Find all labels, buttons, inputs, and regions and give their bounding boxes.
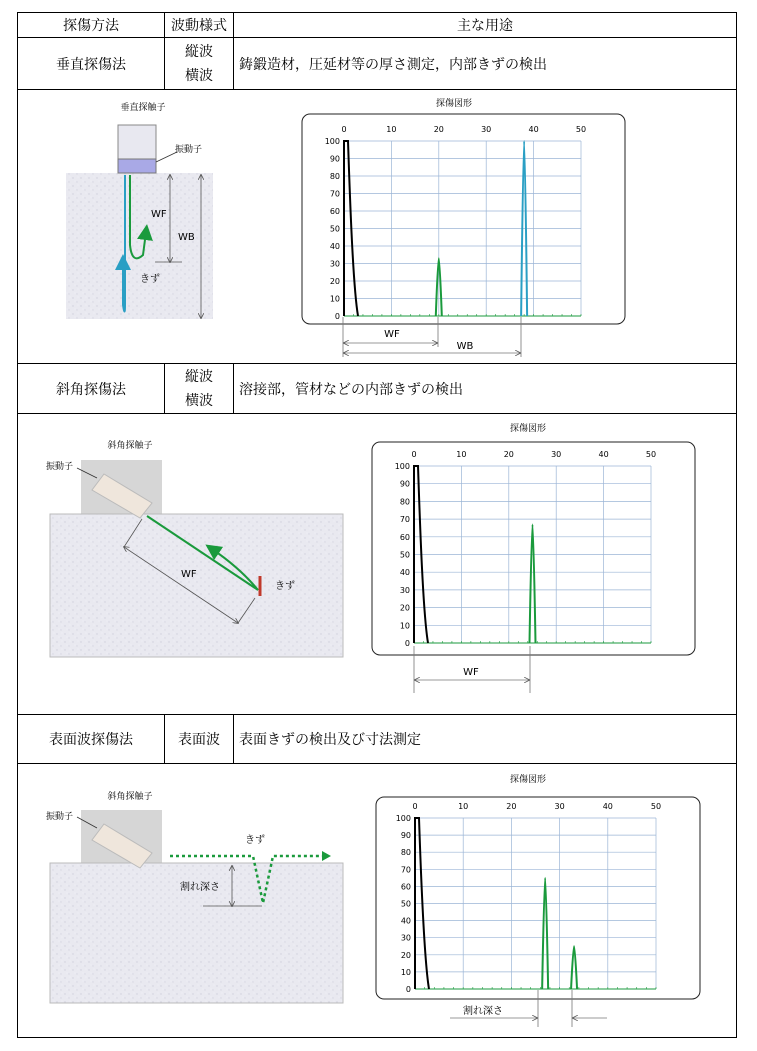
y-tick-label: 50 [399,550,410,560]
y-tick-label: 0 [405,985,411,994]
method-surface: 表面波探傷法 [49,732,133,748]
x-tick-label: 40 [598,450,609,459]
wave-mode: 横波 [185,392,213,409]
y-tick-label: 100 [395,814,411,823]
y-tick-label: 50 [400,899,411,909]
y-tick-label: 80 [399,497,410,507]
wave-arrow [322,851,331,861]
x-tick-label: 40 [602,802,613,811]
x-tick-label: 10 [386,125,397,134]
element-label: 振動子 [46,462,74,472]
x-tick-label: 20 [503,450,514,459]
wf-label: WF [151,209,167,220]
wf-label: WF [181,569,197,580]
usage-vertical: 鋳鍛造材，圧延材等の厚さ測定，内部きずの検出 [239,56,547,73]
y-tick-label: 40 [399,568,410,578]
y-tick-label: 0 [334,312,340,321]
method-vertical: 垂直探傷法 [56,56,126,73]
x-tick-label: 20 [433,125,444,134]
probe-label: 斜角探触子 [107,441,153,451]
flaw-label: きず [275,581,295,592]
probe-label: 垂直探触子 [120,103,166,113]
chart-title: 探傷図形 [509,775,547,785]
usage-angle: 溶接部，管材などの内部きずの検出 [239,381,463,398]
y-tick-label: 90 [399,479,410,489]
usage-surface: 表面きずの検出及び寸法測定 [239,732,421,748]
y-tick-label: 0 [404,639,410,648]
x-tick-label: 50 [650,802,662,811]
wave-mode: 縦波 [185,368,213,385]
depth-label: 割れ深さ [180,882,220,893]
chart-title: 探傷図形 [509,424,547,434]
y-tick-label: 20 [400,950,411,960]
element-label: 振動子 [46,812,74,822]
flaw-label: きず [245,835,265,846]
flaw-label: きず [140,274,160,285]
y-tick-label: 50 [329,224,340,234]
element-label: 振動子 [175,145,203,155]
header-usage: 主な用途 [457,18,513,34]
y-tick-label: 20 [329,277,340,286]
wf-label: WF [384,329,400,340]
depth-label: 割れ深さ [463,1006,503,1017]
wb-label: WB [178,232,195,243]
y-tick-label: 10 [400,967,411,977]
surface-diagram [46,790,343,1003]
leader-line [156,152,177,162]
y-tick-label: 40 [329,242,340,251]
y-tick-label: 30 [400,933,411,943]
y-tick-label: 60 [399,532,410,542]
y-tick-label: 10 [329,294,340,304]
vertical-diagram [66,101,213,319]
x-tick-label: 20 [506,802,517,811]
x-tick-label: 30 [481,125,492,134]
x-tick-label: 30 [554,802,565,811]
test-piece [50,514,343,657]
chart-title: 探傷図形 [435,99,473,109]
header-method: 探傷方法 [63,18,119,34]
wave-mode: 縦波 [185,43,213,60]
y-tick-label: 60 [329,207,340,216]
y-tick-label: 90 [329,154,340,164]
probe-label: 斜角探触子 [107,792,153,802]
x-tick-label: 50 [645,450,657,459]
x-tick-label: 0 [411,450,417,459]
x-tick-label: 40 [528,125,539,134]
chart-frame-surface [376,797,700,999]
method-angle: 斜角探傷法 [56,381,126,398]
wb-label: WB [456,341,474,352]
y-tick-label: 20 [399,603,410,613]
wave-mode-surface: 表面波 [178,732,220,748]
x-tick-label: 50 [575,125,587,134]
test-piece [66,173,213,319]
x-tick-label: 0 [341,125,347,134]
vibrating-element [118,159,156,173]
vertical-probe [118,125,156,159]
y-tick-label: 70 [329,189,340,199]
x-tick-label: 10 [456,450,467,459]
y-tick-label: 10 [399,621,410,631]
y-tick-label: 40 [400,916,411,926]
y-tick-label: 100 [394,462,410,471]
y-tick-label: 70 [400,865,411,875]
x-tick-label: 0 [412,802,418,811]
wf-label: WF [463,667,479,678]
y-tick-label: 30 [329,259,340,269]
y-tick-label: 100 [324,137,340,146]
y-tick-label: 80 [329,172,340,181]
angle-diagram [46,439,343,657]
wave-mode: 横波 [185,67,213,84]
y-tick-label: 70 [399,515,410,525]
y-tick-label: 80 [400,848,411,858]
y-tick-label: 60 [400,882,411,892]
header-wave-mode: 波動様式 [171,18,227,34]
y-tick-label: 30 [399,585,410,595]
y-tick-label: 90 [400,831,411,841]
x-tick-label: 30 [551,450,562,459]
x-tick-label: 10 [458,802,469,811]
